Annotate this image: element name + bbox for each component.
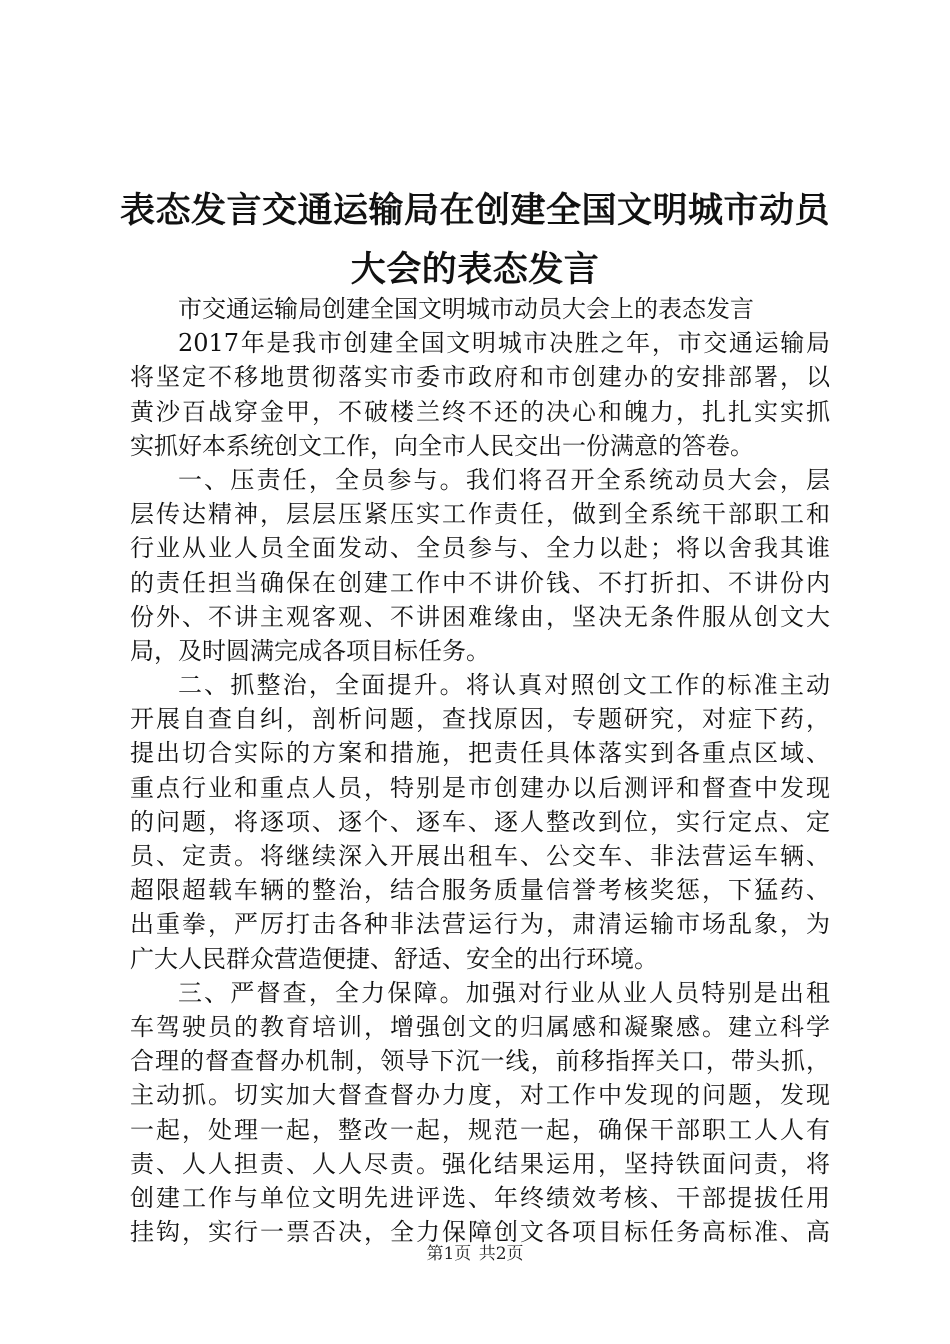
body-text-line: 2017年是我市创建全国文明城市决胜之年，市交通运输局 [178, 329, 830, 358]
document-body [130, 292, 830, 1249]
body-text-line: 一、压责任，全员参与。我们将召开全系统动员大会，层 [178, 465, 830, 494]
document-title-line-1: 表态发言交通运输局在创建全国文明城市动员 [119, 191, 830, 231]
body-text-line: 市交通运输局创建全国文明城市动员大会上的表态发言 [178, 295, 754, 323]
body-text-line: 创建工作与单位文明先进评选、年终绩效考核、干部提拔任用 [130, 1183, 830, 1212]
body-text-line: 开展自查自纠，剖析问题，查找原因，专题研究，对症下药， [130, 705, 830, 734]
body-text-line: 黄沙百战穿金甲，不破楼兰终不还的决心和魄力，扎扎实实抓 [130, 397, 830, 426]
body-text-line: 挂钩，实行一票否决，全力保障创文各项目标任务高标准、高 [130, 1218, 830, 1247]
page-total: 共2页 [478, 1244, 524, 1264]
body-text-line: 局，及时圆满完成各项目标任务。 [130, 636, 490, 665]
body-text-line: 责、人人担责、人人尽责。强化结果运用，坚持铁面问责，将 [130, 1149, 830, 1178]
body-text-line: 三、严督查，全力保障。加强对行业从业人员特别是出租 [178, 978, 830, 1007]
body-text-line: 的责任担当确保在创建工作中不讲价钱、不打折扣、不讲份内 [130, 568, 830, 597]
body-text-line: 员、定责。将继续深入开展出租车、公交车、非法营运车辆、 [130, 842, 830, 870]
body-text-line: 一起，处理一起，整改一起，规范一起，确保干部职工人人有 [130, 1115, 830, 1144]
body-text-line: 主动抓。切实加大督查督办力度，对工作中发现的问题，发现 [130, 1081, 830, 1110]
page-footer [0, 1244, 950, 1264]
body-text-line: 将坚定不移地贯彻落实市委市政府和市创建办的安排部署，以 [130, 363, 830, 392]
body-text-line: 出重拳，严厉打击各种非法营运行为，肃清运输市场乱象，为 [130, 910, 830, 939]
body-text-line: 二、抓整治，全面提升。将认真对照创文工作的标准主动 [178, 671, 830, 700]
page-number: 第1页 [426, 1244, 472, 1264]
body-text-line: 行业从业人员全面发动、全员参与、全力以赴；将以舍我其谁 [130, 534, 830, 563]
document-title-line-2: 大会的表态发言 [350, 250, 600, 290]
body-text-line: 份外、不讲主观客观、不讲困难缘由，坚决无条件服从创文大 [130, 602, 830, 631]
body-text-line: 超限超载车辆的整治，结合服务质量信誉考核奖惩，下猛药、 [130, 876, 830, 905]
body-text-line: 合理的督查督办机制，领导下沉一线，前移指挥关口，带头抓， [130, 1047, 830, 1076]
body-text-line: 车驾驶员的教育培训，增强创文的归属感和凝聚感。建立科学 [130, 1012, 830, 1041]
body-text-line: 重点行业和重点人员，特别是市创建办以后测评和督查中发现 [130, 773, 830, 802]
body-text-line: 的问题，将逐项、逐个、逐车、逐人整改到位，实行定点、定 [130, 807, 830, 836]
body-text-line: 广大人民群众营造便捷、舒适、安全的出行环境。 [130, 944, 658, 973]
body-text-line: 提出切合实际的方案和措施，把责任具体落实到各重点区域、 [130, 739, 830, 768]
body-text-line: 层传达精神，层层压紧压实工作责任，做到全系统干部职工和 [130, 500, 830, 529]
body-text-line: 实抓好本系统创文工作，向全市人民交出一份满意的答卷。 [130, 431, 754, 460]
